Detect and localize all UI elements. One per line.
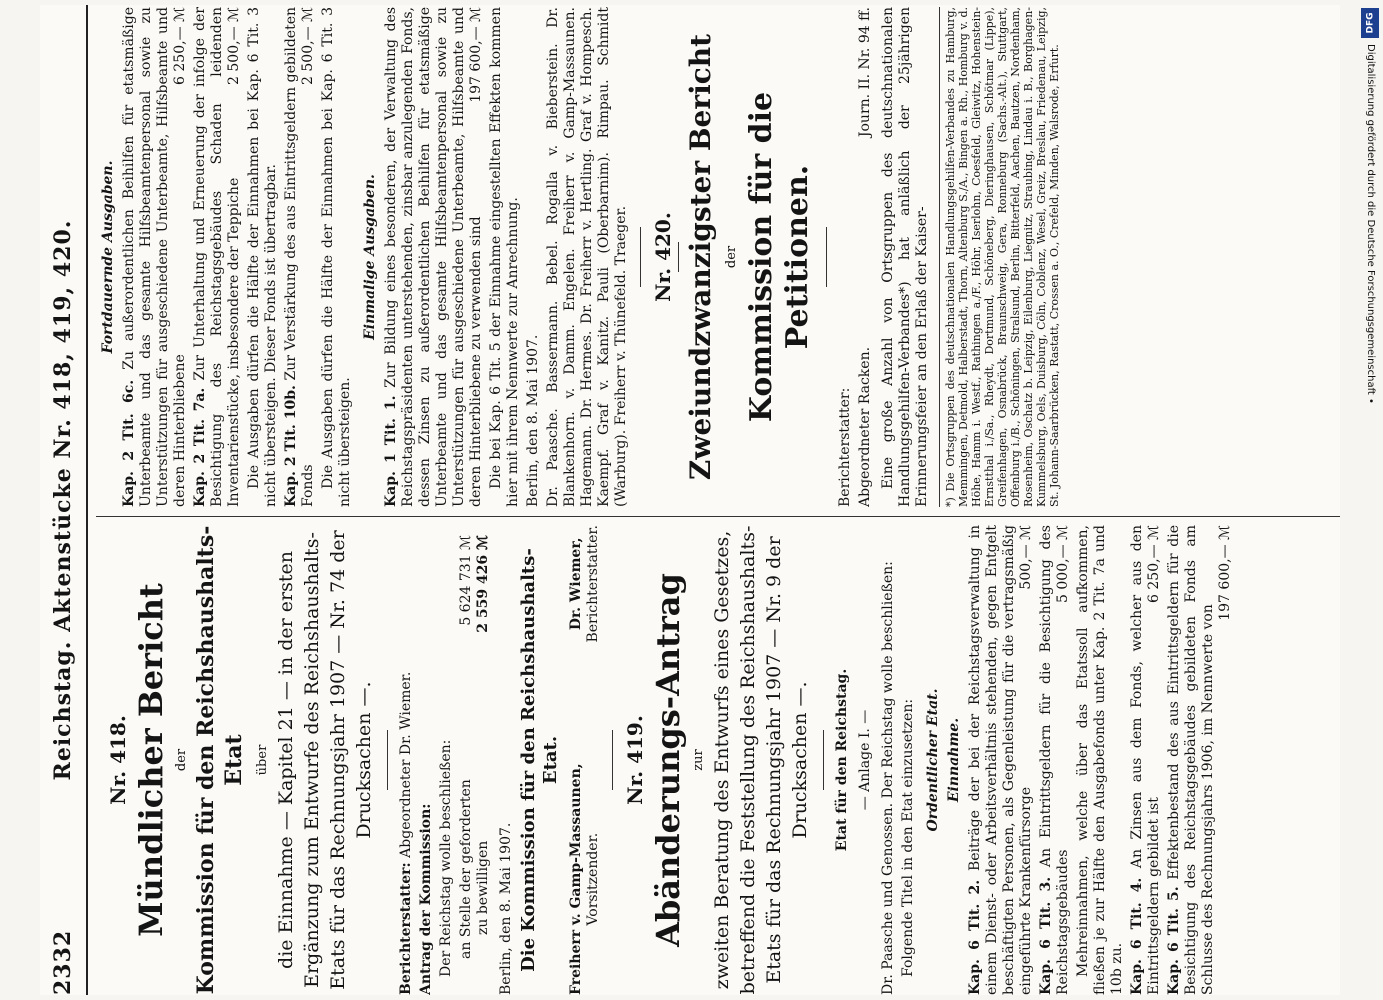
doc418-number: Nr. 418. — [106, 715, 130, 805]
item-amount: 2 500,— ℳ — [226, 7, 242, 85]
expense-item — [283, 7, 317, 507]
doc418-title: Mündlicher Bericht — [132, 583, 170, 937]
income-item — [1166, 525, 1234, 995]
item-ref: Kap. 6 Tit. 5. — [1166, 886, 1182, 995]
rapporteur-role: Berichterstatter. — [585, 525, 601, 643]
doc420-title: Zweiundzwanzigster Bericht — [684, 33, 717, 481]
doc419-section: Etat für den Reichstag. — [834, 668, 850, 852]
page-number: 2332 — [50, 929, 76, 995]
doc420-commission: Kommission für die Petitionen. — [744, 91, 815, 423]
item-ref: Kap. 2 Tit. 6c. — [121, 379, 137, 507]
item-text: Mehreinnahmen, welche über das Etatssoll aufkommen, fließen je zur Hälfte den Ausgabefonds unter Kap. 2 Tit. 7a und 10b zu. — [1075, 525, 1125, 995]
divider — [678, 242, 679, 272]
divider — [826, 227, 827, 287]
once-text: Zur Bildung eines besonderen, der Verwaltung des Reichstagspräsidenten unterstehenden, zinsbar anzulegenden Fonds, dessen Zinsen zu außerordentlichen Beihilfen für etatsmäßige Unterbeamte und das gesamte Hilfsbeamtenpersonal sowie zu Unterstützungen für ausgeschiedene Unterbeamte, Hilfsbeamte und deren Hinterbliebene zu verwenden sind — [383, 7, 484, 507]
doc420-body: Eine große Anzahl von Ortsgruppen des deutschnationalen Handlungsgehilfen-Verbandes*) hat anläßlich der 25jährigen Erinnerungsfeier an den Erlaß der Kaiser- — [880, 7, 930, 507]
item-ref: Kap. 6 Tit. 4. — [1129, 877, 1145, 995]
motion-label: Antrag der Kommission: — [418, 803, 434, 995]
chair-role: Vorsitzender. — [585, 832, 601, 926]
running-header — [40, 5, 88, 995]
doc418-commission: Kommission für den Reichshaushalts-Etat — [193, 525, 247, 995]
doc419-zur: zur — [691, 749, 706, 771]
item-text: Zur Unterhaltung und Erneuerung der infolge der Besichtigung des Reichstagsgebäudes Schaden leidenden Inventarienstücke, insbesondere der Teppiche — [192, 7, 242, 507]
item-ref: Kap. 6 Tit. 3. — [1038, 876, 1054, 995]
column-divider — [96, 516, 1340, 517]
once-amount: 197 600,— ℳ — [468, 7, 484, 103]
item-text: Beiträge der bei der Reichstagsverwaltung in einem Dienst- oder Arbeitsverhältnis stehenden, gegen Entgelt beschäftigten Personen, als Gegenleistung für die vertragsmäßig eingeführte Krankenfürsorge — [967, 525, 1034, 995]
footnote: *) Die Ortsgruppen des deutschnationalen Handlungsgehilfen-Verbandes zu Hamburg, Memmingen, Detmold, Halberstadt, Thorn, Altenburg S./A., Bingen a. Rh., Homburg v. d. Höhe, Hamm i. Westf., Rathingen a./F., Höhr, Iserlohn, Coesfeld, Gleiwitz, Hohenstein-Ernstthal i./Sa., Rheydt, Dortmund, Schöneberg, Dieringhausen, Schötmar (Lippe), Greifenhagen, Osnabrück, Braunschweig, Gera, Ronneburg (Sachs.-Alt.), Stuttgart, Offenburg i./B., Schöningen, Stralsund, Berlin, Bitterfeld, Aachen, Bautzen, Nordenham, Rosenheim, Oschatz b. Leipzig, Eilenburg, Liegnitz, Straubing, Lindau i. B., Borghagen-Kummelsburg, Oels, Duisburg, Cöln, Coblenz, Wesel, Greiz, Breslau, Friedenau, Leipzig, St. Johann-Saarbrücken, Rastatt, Crossen a. O., Crefeld, Minden, Walsrode, Erfurt. — [939, 7, 1061, 507]
item-text: Zur Verstärkung des aus Eintrittsgeldern gebildeten Fonds — [283, 7, 316, 507]
divider — [640, 227, 641, 287]
item-amount: 6 250,— ℳ — [1146, 525, 1162, 603]
doc419-movers: Dr. Paasche und Genossen. Der Reichstag wolle beschließen: — [880, 561, 896, 995]
digitization-stamp — [1359, 0, 1381, 1000]
item-ref: Kap. 2 Tit. 7a. — [192, 387, 208, 507]
doc420-number: Nr. 420. — [651, 212, 675, 302]
amount-granted: 2 559 426 ℳ — [475, 535, 491, 633]
doc419-annex: — Anlage I. — — [857, 709, 873, 811]
doc420-der: der — [724, 245, 739, 269]
doc420-journal: Journ. II. Nr. 94 ff. — [857, 7, 873, 138]
doc420-reporter-label: Berichterstatter: — [837, 387, 853, 507]
expense-item — [192, 7, 243, 507]
item-text: An Zinsen aus dem Fonds, welcher aus den Eintrittsgeldern gebildet ist — [1129, 525, 1162, 995]
signatures — [568, 525, 602, 995]
document-page — [40, 5, 1340, 995]
reporter-label: Berichterstatter: — [398, 862, 414, 995]
reporter-name: Abgeordneter Dr. Wiemer. — [398, 671, 414, 858]
rapporteur-name: Dr. Wiemer, — [568, 537, 584, 631]
income-item — [1075, 525, 1126, 995]
divider — [823, 730, 824, 790]
right-column — [96, 7, 1330, 507]
doc420-reporter: Abgeordneter Racken. — [857, 346, 873, 507]
motion-text: Der Reichstag wolle beschließen: — [438, 739, 454, 977]
signatories: Dr. Paasche. Bassermann. Bebel. Rogalla v. Bieberstein. Dr. Blankenhorn. v. Damm. Engelen. Freiherr v. Gamp-Massaunen. Hagemann. Dr. Hermes. Dr. Freiherr v. Hertling. Graf v. Hompesch. Kaempf. Graf v. Kanitz. Pauli (Oberbarnim). Rimpau. Schmidt (Warburg). Freiherr v. Thünefeld. Traeger. — [545, 7, 629, 507]
income-items — [967, 525, 1234, 995]
right-date: Berlin, den 8. Mai 1907. — [525, 334, 541, 507]
head-recurring: Fortdauernde Ausgaben. — [100, 160, 116, 354]
item-text: Zu außerordentlichen Beihilfen für etatsmäßige Unterbeamte und das gesamte Hilfsbeamtenpersonal sowie zu Unterstützungen für ausgeschiedene Unterbeamte, Hilfsbeamte und deren Hinterbliebene — [121, 7, 188, 507]
once-note: Die bei Kap. 6 Tit. 5 der Einnahme eingestellten Effekten kommen hier mit ihrem Nennwerte zur Anrechnung. — [488, 7, 521, 507]
item-amount: 5 000,— ℳ — [1055, 525, 1071, 603]
item-note: Die Ausgaben dürfen die Hälfte der Einnahmen bei Kap. 6 Tit. 3 nicht übersteigen. — [320, 7, 353, 507]
chair-name: Freiherr v. Gamp-Massaunen, — [568, 763, 584, 995]
item-amount: 6 250,— ℳ — [172, 7, 188, 85]
once-ref: Kap. 1 Tit. 1. — [383, 395, 399, 507]
item-text: Effektenbestand des aus Eintrittsgeldern für die Besichtigung des Reichstagsgebäudes gebildeten Fonds am Schlusse des Rechnungsjahrs 1906, im Nennwerte von — [1166, 525, 1216, 995]
item-amount: 197 600,— ℳ — [1217, 525, 1233, 621]
amount-requested: 5 624 731 ℳ — [458, 535, 474, 626]
expense-item — [121, 7, 189, 507]
doc419-subject: zweiten Beratung des Entwurfs eines Gesetzes, betreffend die Feststellung des Reichshaushalts-Etats für das Rechnungsjahr 1907 — Nr. 9 der Drucksachen —. — [711, 525, 811, 995]
income-item — [1038, 525, 1072, 995]
doc419-title: Abänderungs-Antrag — [649, 573, 687, 947]
income-item — [1129, 525, 1163, 995]
divider — [387, 730, 388, 790]
item-ref: Kap. 6 Tit. 2. — [967, 879, 983, 995]
amount-label-requested: an Stelle der geforderten — [458, 779, 474, 959]
item-amount: 500,— ℳ — [1018, 525, 1034, 590]
stamp-text: Digitalisierung gefördert durch die Deutsche Forschungsgemeinschaft • — [1365, 44, 1376, 404]
divider — [612, 730, 613, 790]
dfg-logo: DFG — [1361, 8, 1379, 38]
doc418-signed-by: Die Kommission für den Reichshaushalts-Etat. — [518, 548, 561, 972]
head-ordinary: Ordentlicher Etat. — [925, 688, 941, 832]
doc418-ueber: über — [255, 744, 270, 776]
doc418-subject: die Einnahme — Kapitel 21 — in der ersten Ergänzung zum Entwurfe des Reichshaushalts-Etats für das Rechnungsjahr 1907 — Nr. 74 der Drucksachen —. — [275, 530, 375, 990]
head-once: Einmalige Ausgaben. — [362, 174, 378, 340]
item-text: An Eintrittsgeldern für die Besichtigung des Reichstagsgebäudes — [1038, 525, 1071, 995]
doc418-der: der — [174, 748, 189, 772]
item-note: Die Ausgaben dürfen die Hälfte der Einnahmen bei Kap. 6 Tit. 3 nicht übersteigen. Dieser Fonds ist übertragbar. — [246, 7, 279, 507]
item-amount: 2 500,— ℳ — [300, 7, 316, 85]
doc418-date: Berlin, den 8. Mai 1907. — [498, 822, 514, 995]
doc419-intro: Folgende Titel in den Etat einzusetzen: — [900, 698, 916, 977]
income-item — [967, 525, 1035, 995]
item-ref: Kap. 2 Tit. 10b. — [283, 385, 299, 507]
left-column — [96, 525, 1330, 995]
doc419-number: Nr. 419. — [623, 715, 647, 805]
running-title: Reichstag. Aktenstücke Nr. 418, 419, 420. — [50, 219, 76, 781]
amount-label-granted: zu bewilligen — [475, 840, 491, 935]
recurring-items — [121, 7, 354, 507]
head-income: Einnahme. — [946, 717, 962, 803]
